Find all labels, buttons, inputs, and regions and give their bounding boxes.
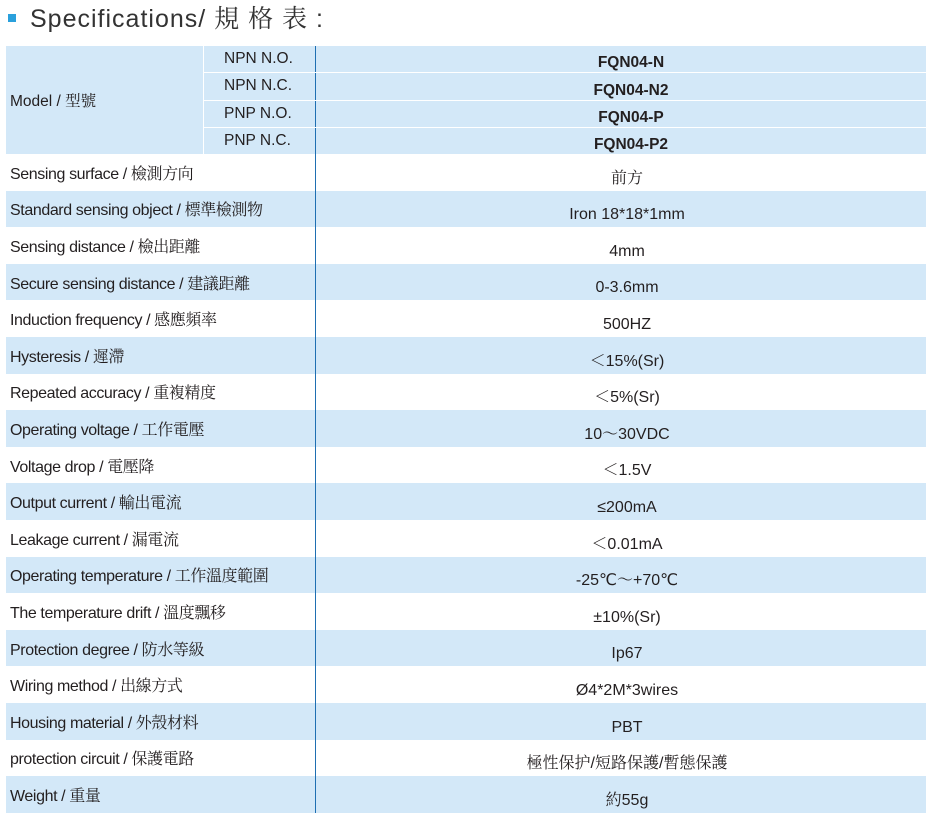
spec-row-protection-degree: [6, 630, 926, 667]
section-heading: [8, 0, 324, 34]
spec-value: 10～30VDC: [584, 425, 670, 443]
spec-label: Weight / 重量: [6, 776, 316, 813]
spec-row-operating-voltage: [6, 410, 926, 447]
spec-value: -25℃～+70℃: [575, 572, 679, 590]
spec-label: Repeated accuracy / 重複精度: [6, 374, 316, 411]
spec-label: Sensing surface / 檢測方向: [6, 154, 316, 191]
spec-row-sensing-surface: [6, 154, 926, 191]
variant-code: FQN04-P2: [593, 136, 669, 153]
spec-row-sensing-distance: [6, 227, 926, 264]
model-variant-row: [204, 101, 926, 128]
spec-row-frequency: [6, 300, 926, 337]
specifications-table: [6, 46, 926, 813]
variant-type: NPN N.C.: [204, 73, 316, 99]
variant-code: FQN04-N: [597, 54, 665, 72]
variant-type: NPN N.O.: [204, 46, 316, 72]
spec-value: 約55g: [605, 791, 649, 809]
spec-row-wiring-method: [6, 666, 926, 703]
model-variants: [204, 46, 926, 154]
spec-value: 極性保护/短路保護/暫態保護: [526, 755, 728, 773]
spec-value: 4mm: [609, 242, 645, 260]
heading-title: Specifications/ 規 格 表 :: [30, 5, 324, 33]
spec-value: Ip67: [611, 645, 643, 663]
spec-row-voltage-drop: [6, 447, 926, 484]
model-variant-row: [204, 128, 926, 154]
spec-row-secure-distance: [6, 264, 926, 301]
spec-label: Operating voltage / 工作電壓: [6, 410, 316, 447]
variant-type: PNP N.C.: [204, 128, 316, 154]
variant-code: FQN04-N2: [593, 81, 669, 99]
spec-value: 500HZ: [602, 315, 652, 333]
model-label: Model / 型號: [6, 46, 204, 154]
spec-row-weight: [6, 776, 926, 813]
spec-value: ＜15%(Sr): [589, 352, 665, 370]
spec-value: ≤200mA: [597, 498, 657, 516]
model-variant-row: [204, 73, 926, 100]
spec-label: Induction frequency / 感應頻率: [6, 300, 316, 337]
spec-label: Hysteresis / 遲滯: [6, 337, 316, 374]
spec-label: Sensing distance / 檢出距離: [6, 227, 316, 264]
spec-value: PBT: [611, 718, 643, 736]
spec-value: Ø4*2M*3wires: [575, 681, 679, 699]
spec-label: Standard sensing object / 標準檢測物: [6, 191, 316, 228]
spec-label: Output current / 輸出電流: [6, 483, 316, 520]
spec-row-temperature-drift: [6, 593, 926, 630]
spec-value: 前方: [610, 169, 643, 187]
spec-label: Protection degree / 防水等級: [6, 630, 316, 667]
spec-row-operating-temperature: [6, 557, 926, 594]
spec-value: ±10%(Sr): [593, 608, 661, 626]
spec-label: Housing material / 外殼材料: [6, 703, 316, 740]
spec-value: Iron 18*18*1mm: [569, 206, 685, 224]
spec-row-leakage-current: [6, 520, 926, 557]
spec-row-standard-object: [6, 191, 926, 228]
spec-value: ＜0.01mA: [591, 535, 663, 553]
spec-value: ＜5%(Sr): [594, 389, 660, 407]
variant-code: FQN04-P: [598, 108, 664, 126]
spec-label: Wiring method / 出線方式: [6, 666, 316, 703]
spec-value: ＜1.5V: [602, 462, 652, 480]
spec-label: Secure sensing distance / 建議距離: [6, 264, 316, 301]
bullet-square-icon: [8, 14, 16, 22]
spec-row-protection-circuit: [6, 740, 926, 777]
spec-label: protection circuit / 保護電路: [6, 740, 316, 777]
spec-row-hysteresis: [6, 337, 926, 374]
spec-label: Voltage drop / 電壓降: [6, 447, 316, 484]
spec-label: The temperature drift / 溫度飄移: [6, 593, 316, 630]
spec-row-output-current: [6, 483, 926, 520]
spec-label: Leakage current / 漏電流: [6, 520, 316, 557]
spec-row-repeat-accuracy: [6, 374, 926, 411]
model-variant-row: [204, 46, 926, 73]
spec-label: Operating temperature / 工作溫度範圍: [6, 557, 316, 594]
model-row: [6, 46, 926, 154]
spec-value: 0-3.6mm: [595, 279, 659, 297]
variant-type: PNP N.O.: [204, 101, 316, 127]
spec-row-housing-material: [6, 703, 926, 740]
